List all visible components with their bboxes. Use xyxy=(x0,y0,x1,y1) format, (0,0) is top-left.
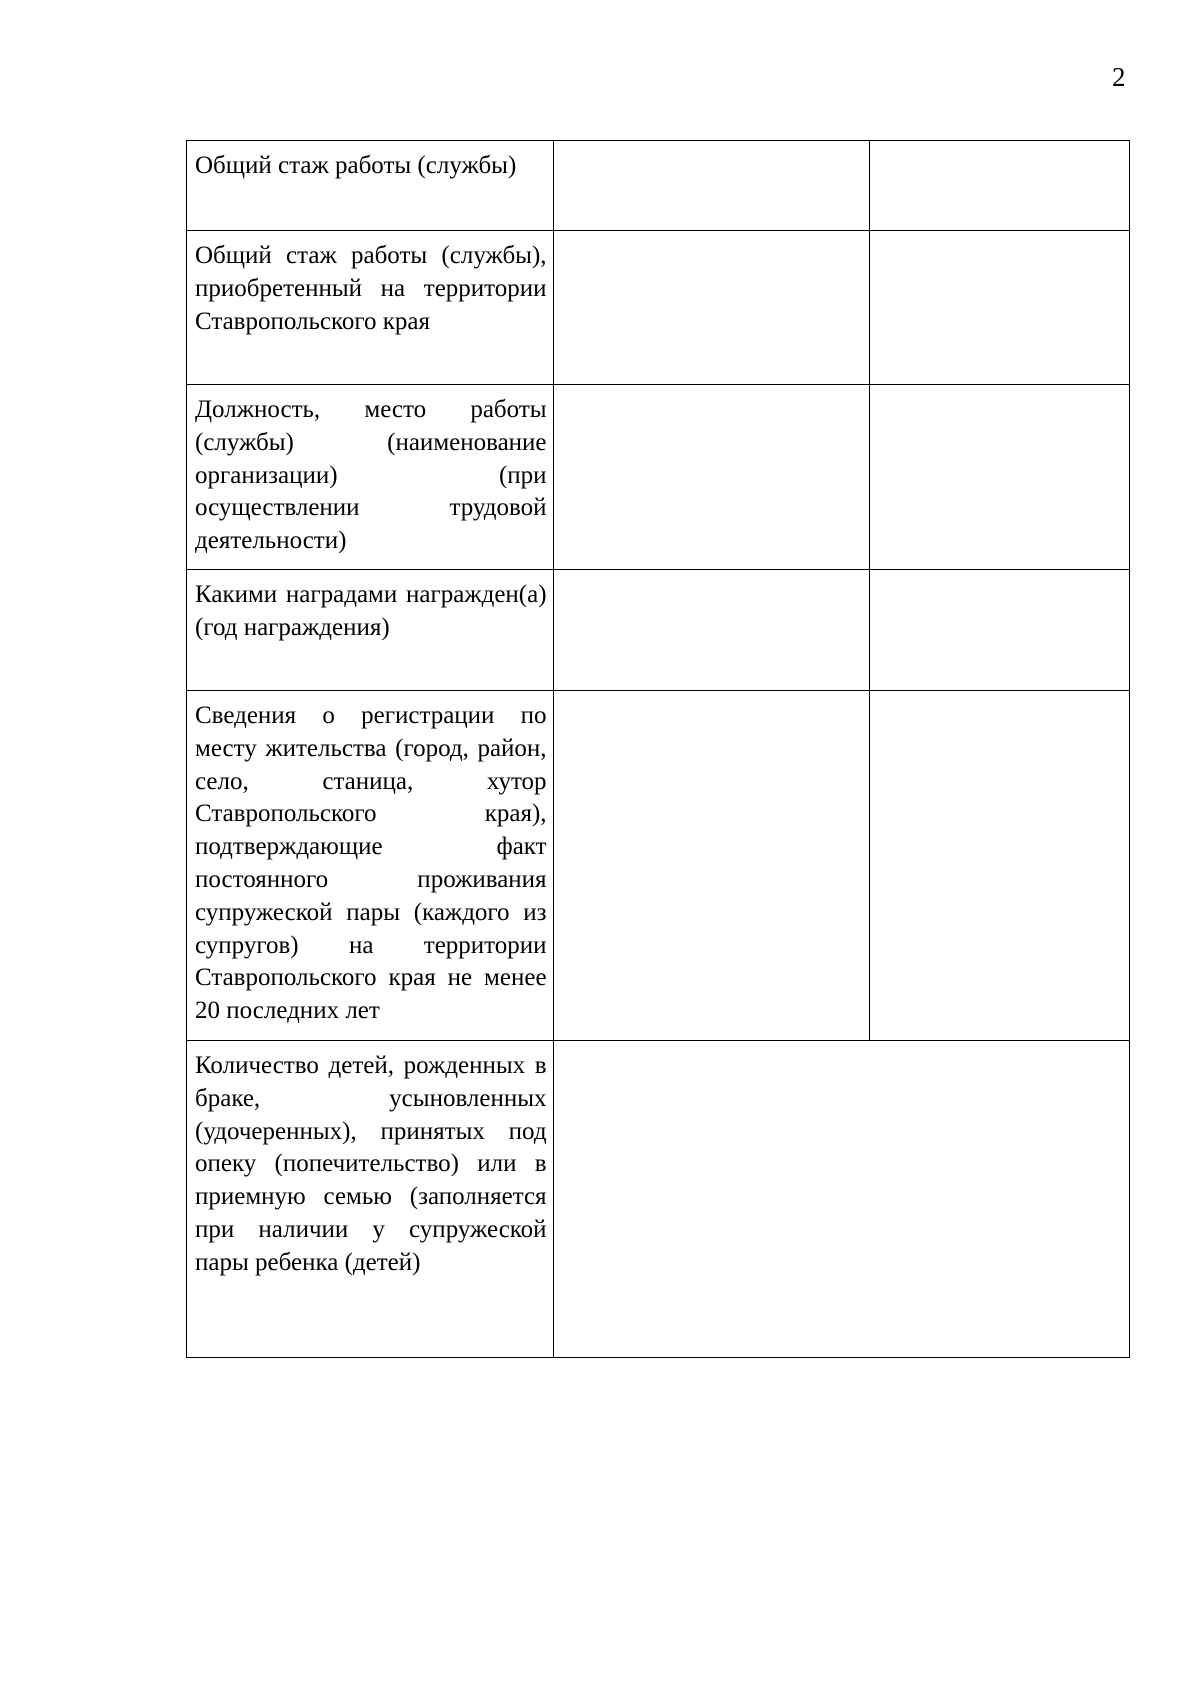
row-label-number-of-children: Количество детей, рожденных в браке, усыновленных (удочеренных), принятых под опеку (попечительство) или в приемную семью (заполняется при наличии у супружеской пары ребенка (детей) xyxy=(187,1041,554,1358)
row-extra-cell[interactable] xyxy=(869,385,1129,570)
row-value-cell[interactable] xyxy=(553,141,869,231)
table-row xyxy=(187,141,1130,231)
table-row xyxy=(187,385,1130,570)
row-label-awards: Какими наградами награжден(а) (год награждения) xyxy=(187,570,554,691)
row-value-cell[interactable] xyxy=(553,691,869,1041)
row-extra-cell[interactable] xyxy=(869,570,1129,691)
table-row xyxy=(187,1041,1130,1358)
row-label-total-work-experience: Общий стаж работы (службы) xyxy=(187,141,554,231)
page-number: 2 xyxy=(1112,62,1126,92)
form-table xyxy=(186,140,1130,1358)
row-label-experience-stavropol: Общий стаж работы (службы), приобретенный на территории Ставропольского края xyxy=(187,231,554,385)
row-label-position-workplace: Должность, место работы (службы) (наименование организации) (при осуществлении трудовой деятельности) xyxy=(187,385,554,570)
row-value-cell[interactable] xyxy=(553,570,869,691)
table-row xyxy=(187,691,1130,1041)
row-extra-cell[interactable] xyxy=(869,231,1129,385)
row-extra-cell[interactable] xyxy=(869,691,1129,1041)
table-row xyxy=(187,570,1130,691)
row-value-cell[interactable] xyxy=(553,385,869,570)
row-extra-cell[interactable] xyxy=(869,141,1129,231)
table-row xyxy=(187,231,1130,385)
row-label-registration-info: Сведения о регистрации по месту жительства (город, район, село, станица, хутор Ставропольского края), подтверждающие факт постоянного проживания супружеской пары (каждого из супругов) на территории Ставропольского края не менее 20 последних лет xyxy=(187,691,554,1041)
row-value-cell-merged[interactable] xyxy=(553,1041,1129,1358)
row-value-cell[interactable] xyxy=(553,231,869,385)
